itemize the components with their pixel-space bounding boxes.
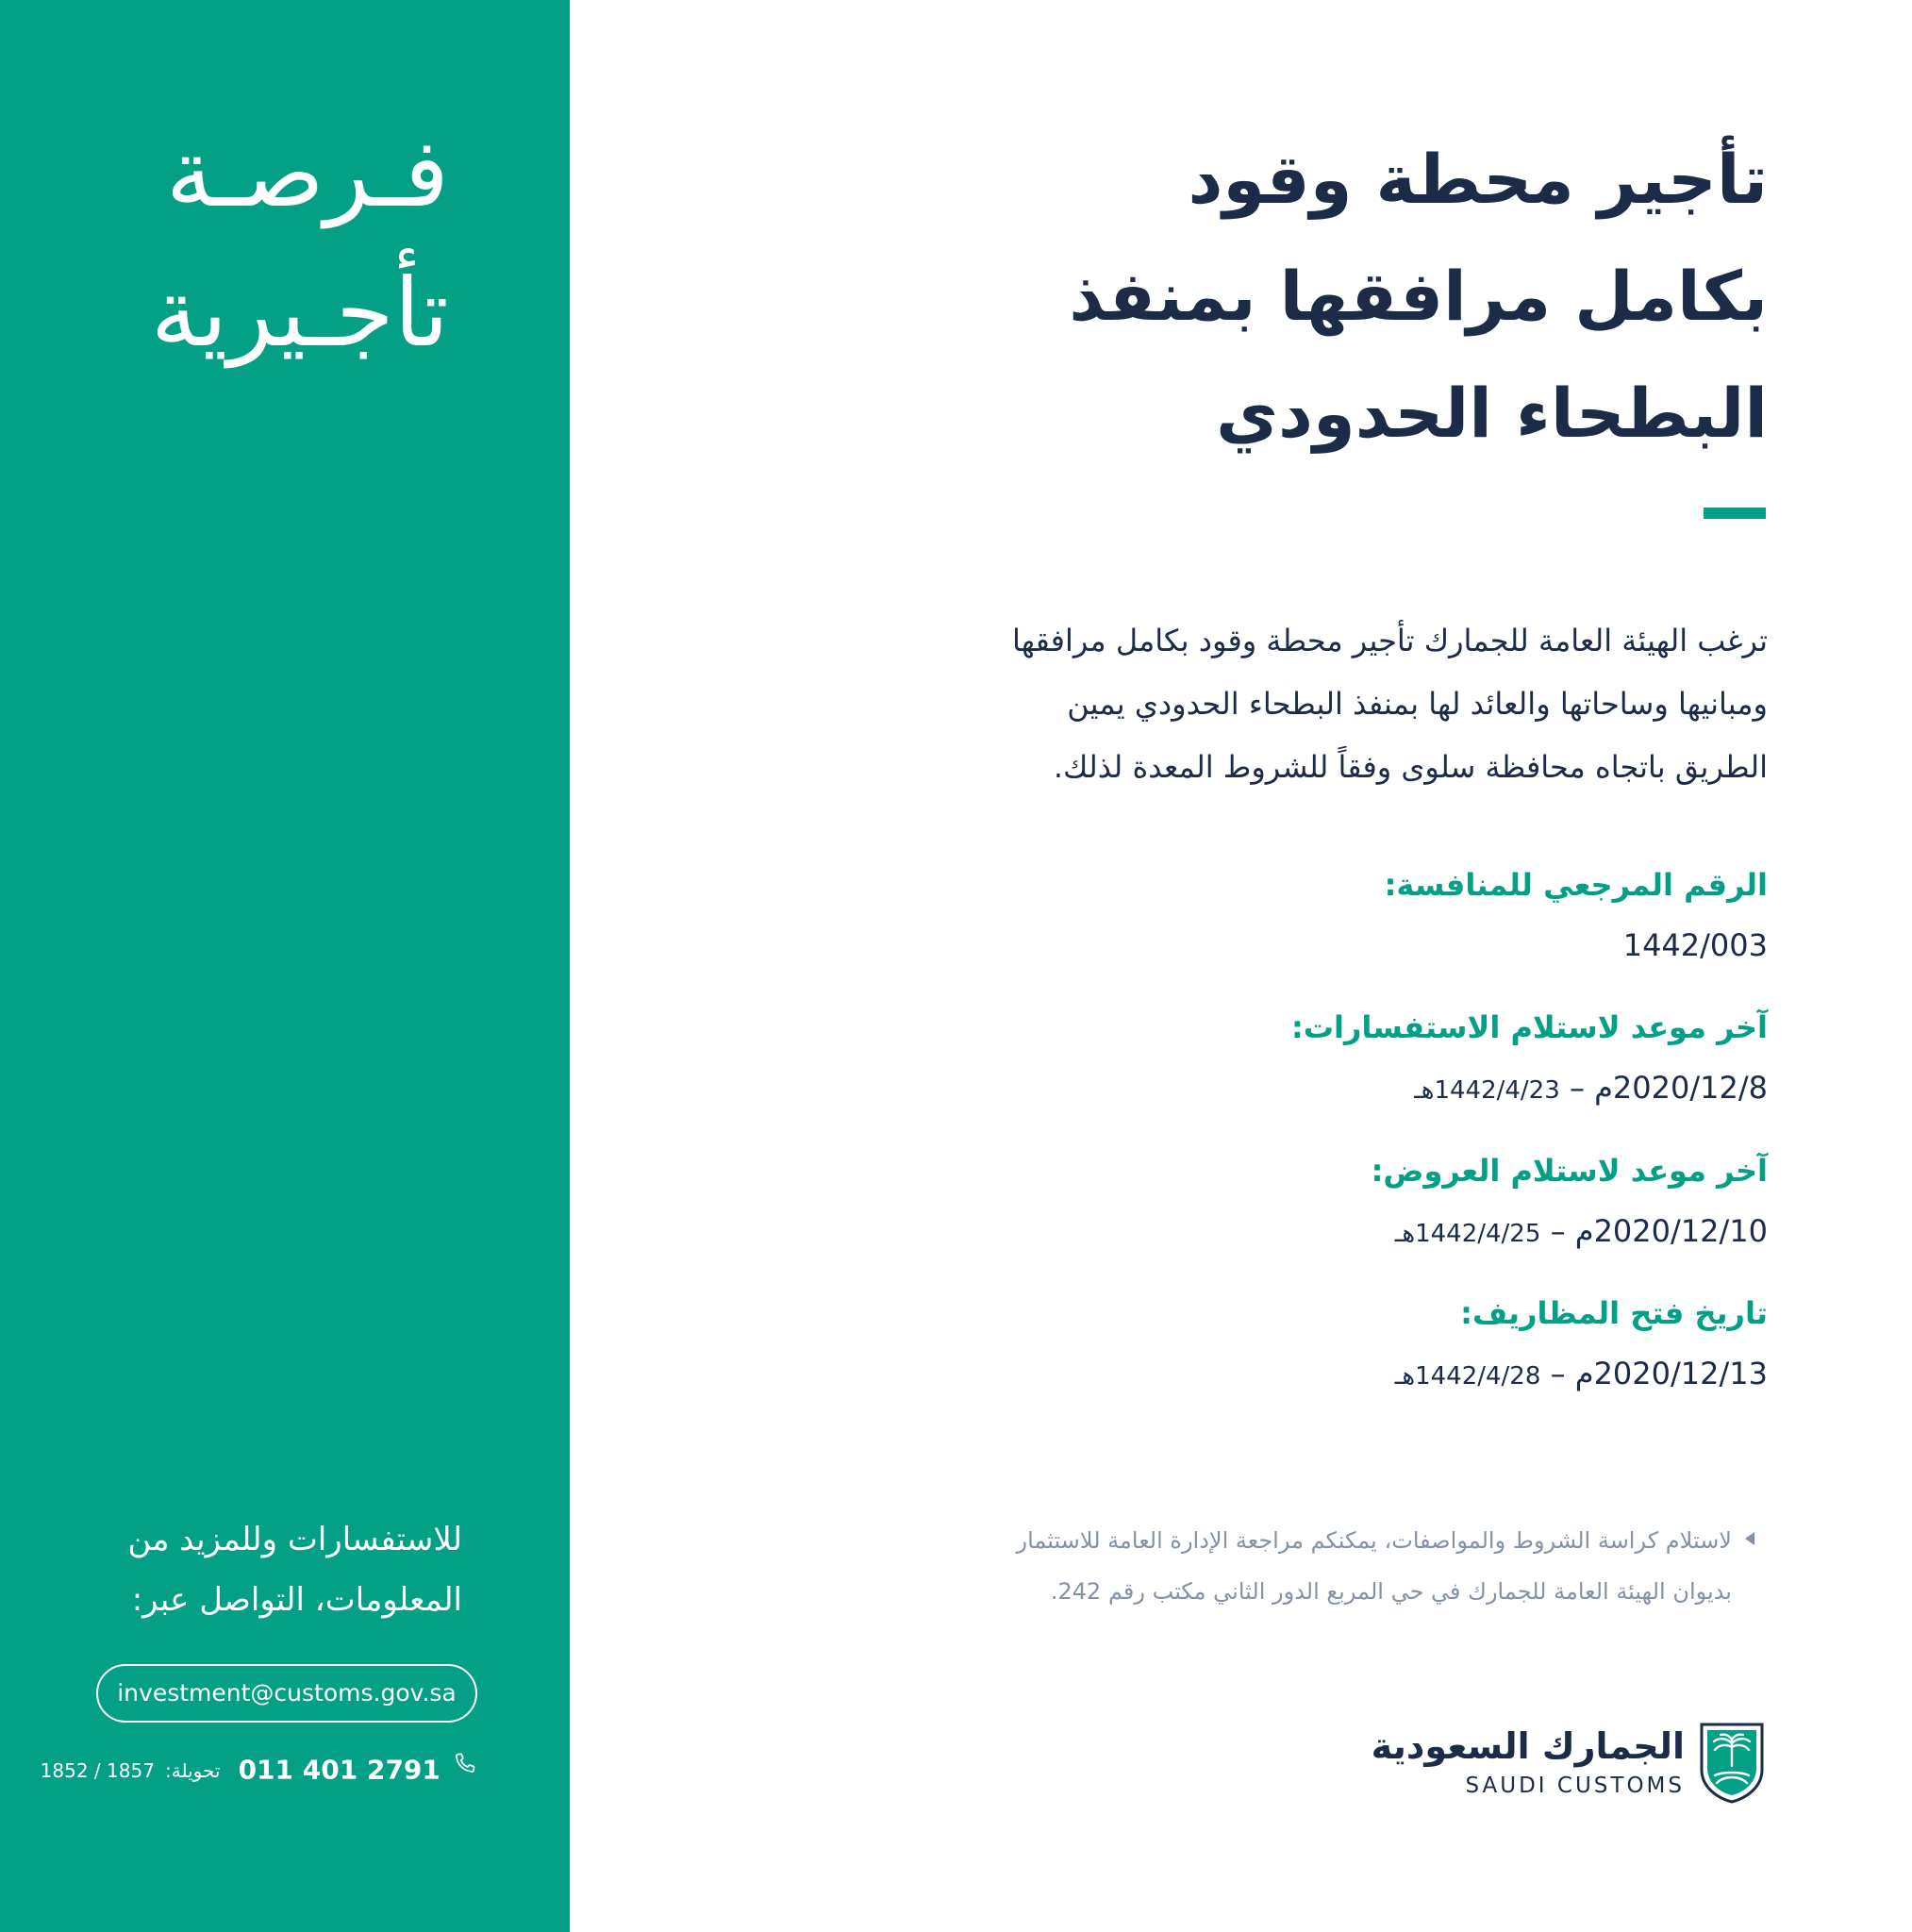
sidebar	[0, 0, 570, 1932]
extension-numbers: 1852 / 1857	[40, 1758, 155, 1782]
date-separator: –	[1550, 1356, 1566, 1391]
terms-note-line-1: لاستلام كراسة الشروط والمواصفات، يمكنكم مراجعة الإدارة العامة للاستثمار	[1016, 1527, 1732, 1554]
terms-note-line-2: بديوان الهيئة العامة للجمارك في حي المربع الدور الثاني مكتب رقم 242.	[1050, 1578, 1732, 1605]
logo-wordmark	[1349, 1723, 1685, 1802]
page-title-line-1: تأجير محطة وقود	[1188, 140, 1768, 219]
reference-number-block	[1132, 866, 1768, 964]
inquiries-deadline-label: آخر موعد لاستلام الاستفسارات:	[1291, 1009, 1768, 1045]
inquiries-deadline-gregorian: 2020/12/8م	[1594, 1070, 1768, 1106]
phone-contact	[38, 1751, 477, 1790]
page-title	[1038, 121, 1768, 472]
email-link[interactable]: investment@customs.gov.sa	[96, 1664, 477, 1723]
phone-number[interactable]: 011 401 2791	[238, 1754, 441, 1786]
inquiries-deadline-hijri: 1442/4/23هـ	[1414, 1076, 1560, 1105]
sidebar-title-line-1: فـرصـة	[165, 118, 449, 228]
contact-prompt	[38, 1509, 462, 1630]
page-title-line-2: بكامل مرافقها بمنفذ	[1069, 257, 1768, 336]
opening-date-value	[1132, 1355, 1768, 1395]
opening-date-hijri: 1442/4/28هـ	[1394, 1362, 1541, 1391]
description-line-2: ومبانيها وساحاتها والعائد لها بمنفذ البطحاء الحدودي يمين	[1067, 686, 1768, 722]
reference-number-value: 1442/003	[1622, 927, 1768, 963]
contact-prompt-line-2: المعلومات، التواصل عبر:	[131, 1581, 462, 1619]
opening-date-block	[1132, 1294, 1768, 1395]
reference-number-label: الرقم المرجعي للمنافسة:	[1384, 867, 1768, 903]
logo-name-english: SAUDI CUSTOMS	[1465, 1774, 1685, 1798]
palm-swords-emblem-icon	[1698, 1721, 1766, 1807]
page-title-line-3: البطحاء الحدودي	[1216, 374, 1768, 453]
description	[924, 609, 1768, 799]
logo-name-arabic: الجمارك السعودية	[1371, 1725, 1685, 1767]
offers-deadline-label: آخر موعد لاستلام العروض:	[1371, 1153, 1768, 1189]
date-separator: –	[1569, 1070, 1585, 1106]
offers-deadline-value	[1132, 1212, 1768, 1253]
accent-divider	[1704, 508, 1766, 519]
terms-note	[981, 1515, 1732, 1617]
opening-date-label: تاريخ فتح المظاريف:	[1460, 1295, 1768, 1331]
description-line-1: ترغب الهيئة العامة للجمارك تأجير محطة وقود بكامل مرافقها	[1011, 623, 1768, 658]
opening-date-gregorian: 2020/12/13م	[1574, 1356, 1768, 1391]
offers-deadline-block	[1132, 1152, 1768, 1253]
description-line-3: الطريق باتجاه محافظة سلوى وفقاً للشروط المعدة لذلك.	[1053, 749, 1768, 785]
extension-label: تحويلة:	[165, 1758, 221, 1782]
inquiries-deadline-value	[1132, 1069, 1768, 1109]
date-separator: –	[1550, 1213, 1566, 1249]
contact-prompt-line-1: للاستفسارات وللمزيد من	[127, 1521, 462, 1558]
inquiries-deadline-block	[1132, 1008, 1768, 1109]
phone-icon	[453, 1751, 477, 1790]
offers-deadline-gregorian: 2020/12/10م	[1574, 1213, 1768, 1249]
note-arrow-icon	[1745, 1532, 1754, 1545]
sidebar-title	[38, 104, 449, 383]
sidebar-title-line-2: تأجـيرية	[150, 258, 449, 368]
offers-deadline-hijri: 1442/4/25هـ	[1394, 1220, 1541, 1248]
